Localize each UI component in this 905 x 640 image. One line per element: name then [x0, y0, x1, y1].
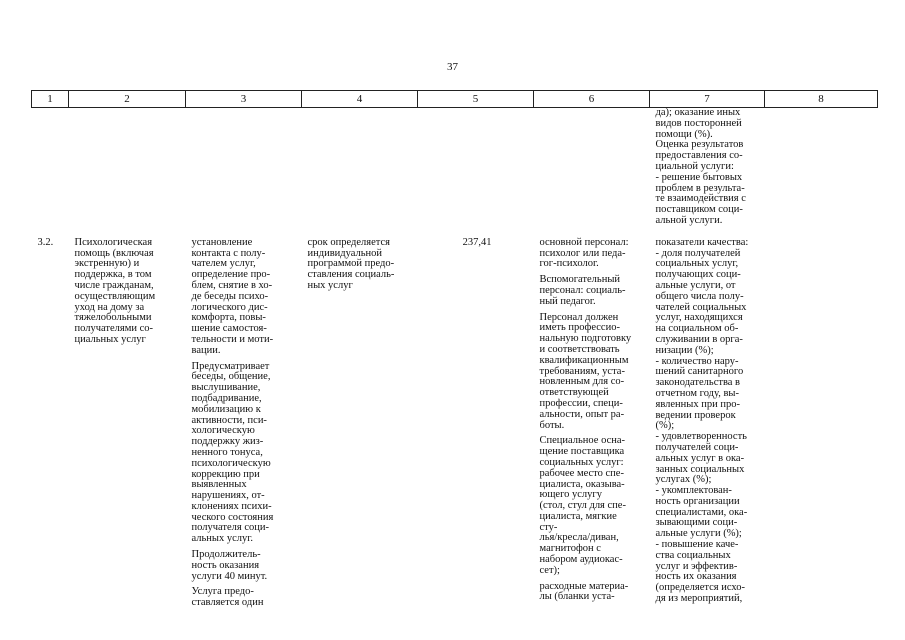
content-line: вации.	[191, 344, 221, 356]
content-line: тельности и моти-	[191, 333, 274, 345]
continuation-line: поставщиком соци-	[655, 204, 743, 216]
conditions-line: ющего услугу	[539, 489, 602, 501]
conditions-line: набором аудиокас-	[539, 554, 623, 566]
term-line: индивидуальной	[307, 247, 382, 259]
conditions-line: альности, опыт ра-	[539, 408, 625, 420]
service-name-line: уход на дому за	[74, 301, 145, 313]
indicator-line: показатели качества:	[655, 236, 749, 248]
service-name-line: числе гражданам,	[74, 279, 154, 291]
service-name-line: получателями со-	[74, 323, 154, 335]
content-line: выявленных	[191, 479, 247, 491]
service-conditions	[534, 238, 650, 614]
conditions-line: нальную подготовку	[539, 333, 632, 345]
service-name-line: экстренную) и	[74, 258, 140, 270]
service-name-line: поддержка, в том	[74, 269, 152, 281]
continuation-line: видов посторонней	[655, 117, 742, 129]
indicator-line: специалистами, ока-	[655, 506, 748, 518]
conditions-line: циалиста, мягкие	[539, 510, 617, 522]
conditions-line: гог-психолог.	[539, 258, 599, 270]
content-line: Продолжитель-	[191, 549, 261, 561]
content-paragraph	[192, 550, 299, 582]
indicator-line: зывающими соци-	[655, 517, 738, 529]
conditions-line: (стол, стул для спе-	[539, 500, 626, 512]
conditions-line: иметь профессио-	[539, 322, 620, 334]
content-line: шение самостоя-	[191, 323, 267, 335]
content-line: нарушениях, от-	[191, 490, 265, 502]
conditions-paragraph	[540, 582, 647, 604]
indicator-line: явленных при про-	[655, 398, 740, 410]
conditions-line: Персонал должен	[539, 311, 619, 323]
conditions-line: квалификационным	[539, 354, 629, 366]
continuation-line: Оценка результатов	[655, 139, 744, 151]
content-line: альных услуг.	[191, 533, 253, 545]
content-line: де беседы психо-	[191, 290, 269, 302]
conditions-line: сту-	[539, 521, 558, 533]
indicator-line: альных услуг в ока-	[655, 452, 745, 464]
term-line: ных услуг	[307, 279, 353, 291]
continuation-line: те взаимодействия с	[655, 193, 746, 205]
indicator-line: - количество нару-	[655, 355, 739, 367]
continuation-line: - решение бытовых	[655, 171, 743, 183]
content-line: мобилизацию к	[191, 403, 261, 415]
conditions-line: профессии, специ-	[539, 397, 623, 409]
content-line: ность оказания	[191, 559, 260, 571]
header-col-7: 7	[650, 91, 765, 108]
service-name-line: Психологическая	[74, 236, 153, 248]
conditions-line: магнитофон с	[539, 543, 601, 555]
indicator-line: дя из мероприятий,	[655, 593, 743, 605]
conditions-line: лы (бланки уста-	[539, 591, 615, 603]
indicator-line: услуг, находящихся	[655, 312, 743, 324]
content-line: ческого состояния	[191, 511, 274, 523]
indicator-line: чателей социальных	[655, 301, 747, 313]
indicator-line: ства социальных	[655, 549, 731, 561]
service-name-line: помощь (включая	[74, 247, 154, 259]
conditions-line: боты.	[539, 419, 565, 431]
indicator-line: ведении проверок	[655, 409, 736, 421]
conditions-line: социальных услуг:	[539, 456, 624, 468]
content-line: услуги 40 минут.	[191, 570, 268, 582]
content-line: контакта с полу-	[191, 247, 266, 259]
content-paragraph	[192, 587, 299, 609]
notes	[765, 238, 878, 614]
service-tariff: 237,41	[462, 236, 492, 248]
header-col-4: 4	[302, 91, 418, 108]
content-line: получателя соци-	[191, 522, 269, 534]
content-line: ненного тонуса,	[191, 446, 263, 458]
indicator-line: услуг и эффектив-	[655, 560, 738, 572]
indicator-line: социальных услуг,	[655, 258, 739, 270]
continuation-line: проблем в результа-	[655, 182, 745, 194]
indicator-line: ность их оказания	[655, 571, 737, 583]
content-line: Услуга предо-	[191, 586, 254, 598]
conditions-line: рабочее место спе-	[539, 467, 624, 479]
content-line: поддержку жиз-	[191, 436, 264, 448]
content-line: активности, пси-	[191, 414, 267, 426]
content-line: выслушивание,	[191, 382, 261, 394]
header-col-2: 2	[69, 91, 186, 108]
continuation-row	[32, 108, 878, 227]
indicator-line: - повышение каче-	[655, 539, 739, 551]
conditions-line: циалиста, оказыва-	[539, 478, 625, 490]
indicator-line: альные услуги (%);	[655, 528, 742, 540]
continuation-line: циальной услуги:	[655, 160, 734, 172]
content-line: хологическую	[191, 425, 255, 437]
conditions-line: сет);	[539, 564, 560, 576]
service-name-line: осуществляющим	[74, 290, 156, 302]
header-col-8: 8	[765, 91, 878, 108]
content-line: определение про-	[191, 269, 271, 281]
indicator-line: услугах (%);	[655, 474, 712, 486]
page-number: 37	[447, 61, 458, 73]
service-name-line: тяжелобольными	[74, 312, 152, 324]
term-line: срок определяется	[307, 236, 390, 248]
indicator-line: (определяется исхо-	[655, 582, 745, 594]
row-number: 3.2.	[37, 236, 54, 248]
conditions-paragraph	[540, 313, 647, 432]
content-line: психологическую	[191, 457, 271, 469]
conditions-paragraph	[540, 275, 647, 307]
content-line: комфорта, повы-	[191, 312, 266, 324]
indicator-line: служивании в орга-	[655, 333, 743, 345]
continuation-line: да); оказание иных	[655, 107, 741, 118]
conditions-line: персонал: социаль-	[539, 284, 626, 296]
indicator-line: - укомплектован-	[655, 485, 732, 497]
content-paragraph	[192, 362, 299, 546]
conditions-line: лья/кресла/диван,	[539, 532, 619, 544]
continuation-line: помощи (%).	[655, 128, 713, 140]
table-row	[32, 238, 878, 614]
conditions-line: расходные материа-	[539, 580, 629, 592]
content-line: клонениях психи-	[191, 500, 272, 512]
indicator-line: на социальном об-	[655, 323, 739, 335]
content-line: установление	[191, 236, 253, 248]
conditions-line: основной персонал:	[539, 236, 629, 248]
conditions-paragraph	[540, 238, 647, 270]
content-paragraph	[192, 238, 299, 357]
indicator-line: - удовлетворенность	[655, 431, 747, 443]
content-line: ставляется один	[191, 597, 264, 609]
conditions-line: ный педагог.	[539, 295, 596, 307]
services-table	[31, 90, 878, 614]
content-line: подбадривание,	[191, 392, 262, 404]
indicator-line: шений санитарного	[655, 366, 744, 378]
conditions-line: ответствующей	[539, 387, 609, 399]
conditions-paragraph	[540, 436, 647, 576]
indicator-line: (%);	[655, 420, 675, 432]
header-col-5: 5	[418, 91, 534, 108]
continuation-line: предоставления со-	[655, 150, 743, 162]
header-row	[32, 91, 878, 108]
conditions-line: новленным для со-	[539, 376, 625, 388]
content-line: беседы, общение,	[191, 371, 271, 383]
indicator-line: ность организации	[655, 495, 740, 507]
service-name	[69, 238, 186, 614]
indicator-line: законодательства в	[655, 377, 741, 389]
content-line: блем, снятие в хо-	[191, 279, 273, 291]
conditions-line: щение поставщика	[539, 446, 625, 458]
service-name-line: циальных услуг	[74, 333, 146, 345]
conditions-line: требованиям, уста-	[539, 365, 625, 377]
quality-indicators	[650, 238, 765, 614]
indicator-line: низации (%);	[655, 344, 714, 356]
indicator-line: занных социальных	[655, 463, 745, 475]
conditions-line: Специальное осна-	[539, 435, 626, 447]
indicator-line: получающих соци-	[655, 269, 741, 281]
content-line: логического дис-	[191, 301, 268, 313]
continuation-indicators	[650, 108, 765, 227]
header-col-6: 6	[534, 91, 650, 108]
header-col-3: 3	[186, 91, 302, 108]
content-line: Предусматривает	[191, 360, 270, 372]
continuation-line: альной услуги.	[655, 214, 723, 226]
indicator-line: - доля получателей	[655, 247, 741, 259]
indicator-line: отчетном году, вы-	[655, 387, 739, 399]
indicator-line: получателей соци-	[655, 441, 739, 453]
service-term	[302, 238, 418, 614]
term-line: программой предо-	[307, 258, 395, 270]
content-line: коррекцию при	[191, 468, 260, 480]
conditions-line: психолог или педа-	[539, 247, 626, 259]
header-col-1: 1	[32, 91, 69, 108]
conditions-line: и соответствовать	[539, 343, 620, 355]
indicator-line: альные услуги, от	[655, 279, 736, 291]
conditions-line: Вспомогательный	[539, 274, 620, 286]
term-line: ставления социаль-	[307, 269, 395, 281]
service-content	[186, 238, 302, 614]
content-line: чателем услуг,	[191, 258, 256, 270]
indicator-line: общего числа полу-	[655, 290, 744, 302]
